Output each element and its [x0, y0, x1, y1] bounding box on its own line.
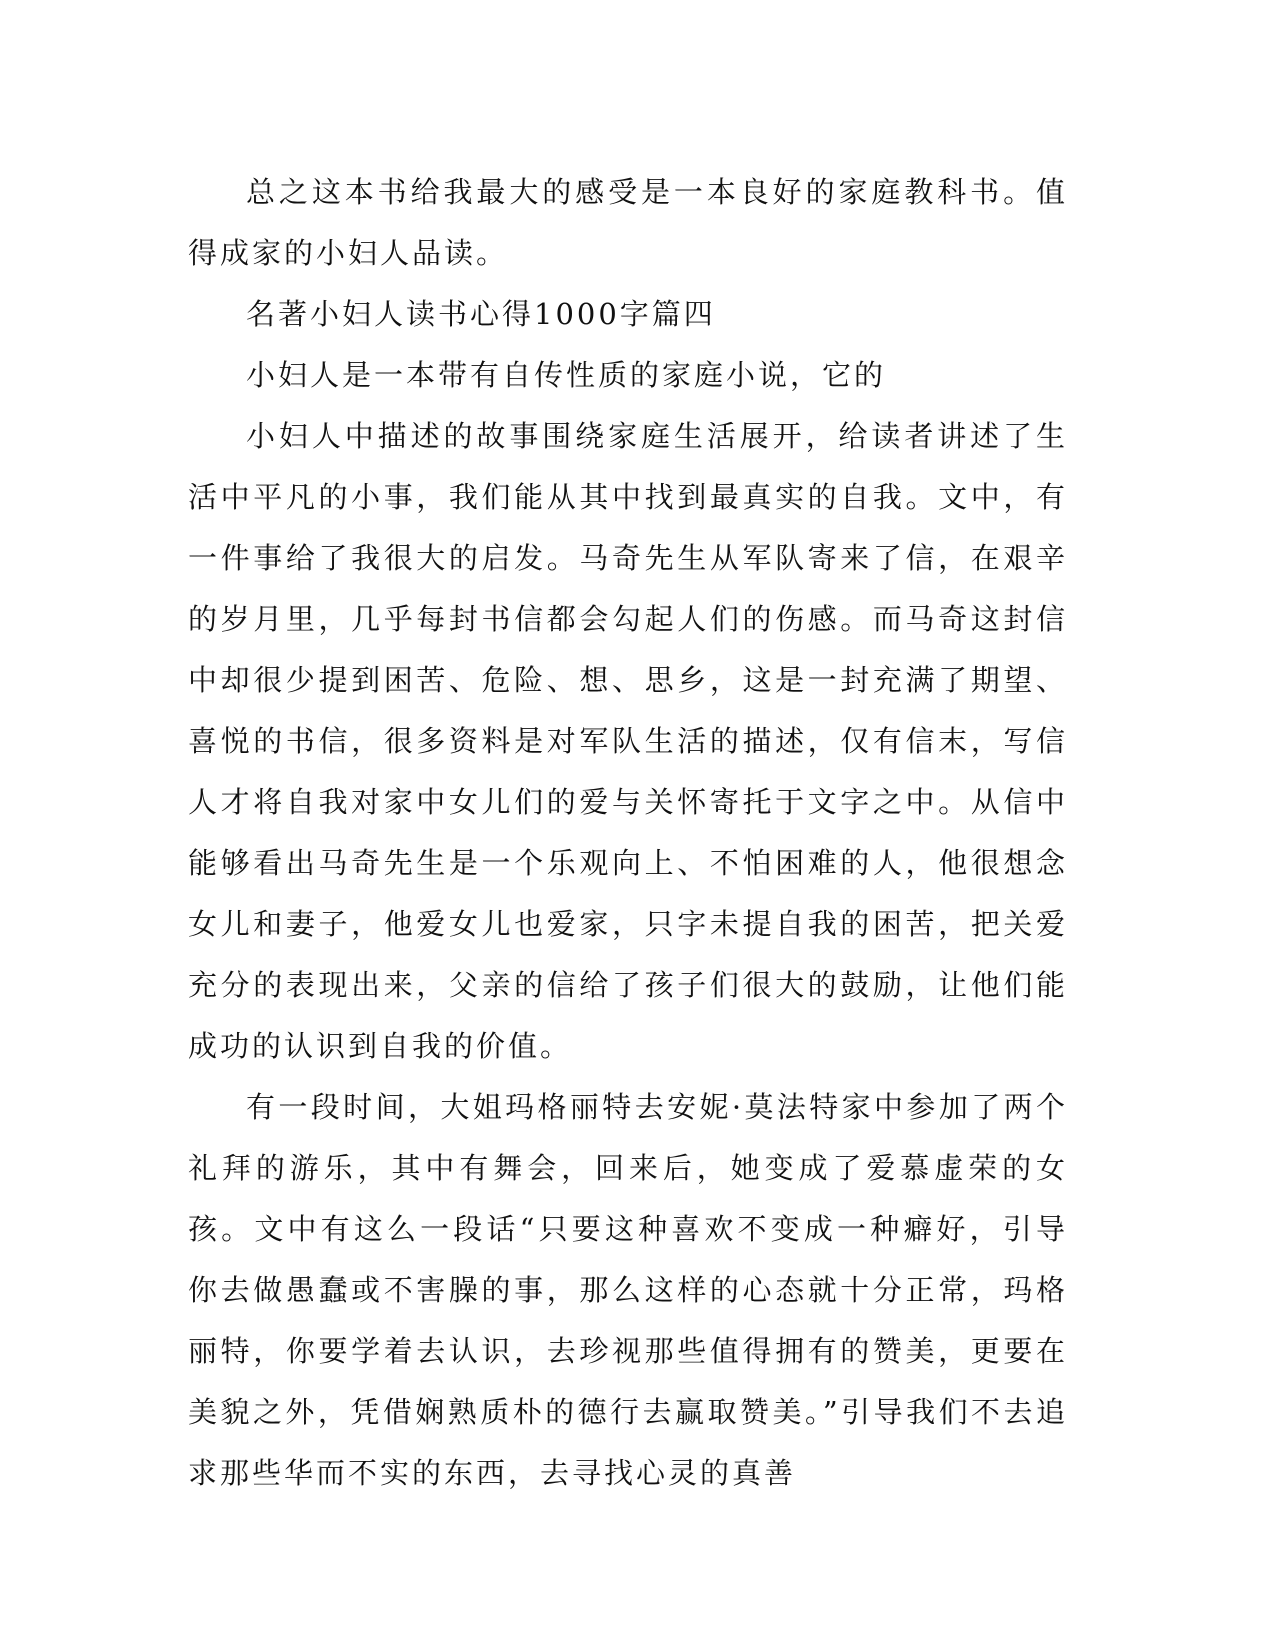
paragraph-letter: 小妇人中描述的故事围绕家庭生活展开，给读者讲述了生活中平凡的小事，我们能从其中找到最真实的自我。文中，有一件事给了我很大的启发。马奇先生从军队寄来了信，在艰辛的岁月里，几乎每封书信都会勾起人们的伤感。而马奇这封信中却很少提到困苦、危险、想、思乡，这是一封充满了期望、喜悦的书信，很多资料是对军队生活的描述，仅有信末，写信人才将自我对家中女儿们的爱与关怀寄托于文字之中。从信中能够看出马奇先生是一个乐观向上、不怕困难的人，他很想念女儿和妻子，他爱女儿也爱家，只字未提自我的困苦，把关爱充分的表现出来，父亲的信给了孩子们很大的鼓励，让他们能成功的认识到自我的价值。: [188, 419, 1068, 1063]
paragraph-margaret: 有一段时间，大姐玛格丽特去安妮·莫法特家中参加了两个礼拜的游乐，其中有舞会，回来后，她变成了爱慕虚荣的女孩。文中有这么一段话“只要这种喜欢不变成一种癖好，引导你去做愚蠢或不害臊的事，那么这样的心态就十分正常，玛格丽特，你要学着去认识，去珍视那些值得拥有的赞美，更要在美貌之外，凭借娴熟质朴的德行去赢取赞美。”引导我们不去追求那些华而不实的东西，去寻找心灵的真善: [188, 1090, 1068, 1490]
document-body: [188, 162, 1068, 1504]
section-heading: 名著小妇人读书心得1000字篇四: [246, 297, 716, 331]
paragraph-conclusion: 总之这本书给我最大的感受是一本良好的家庭教科书。值得成家的小妇人品读。: [188, 175, 1068, 270]
paragraph-intro: 小妇人是一本带有自传性质的家庭小说，它的: [246, 358, 887, 392]
